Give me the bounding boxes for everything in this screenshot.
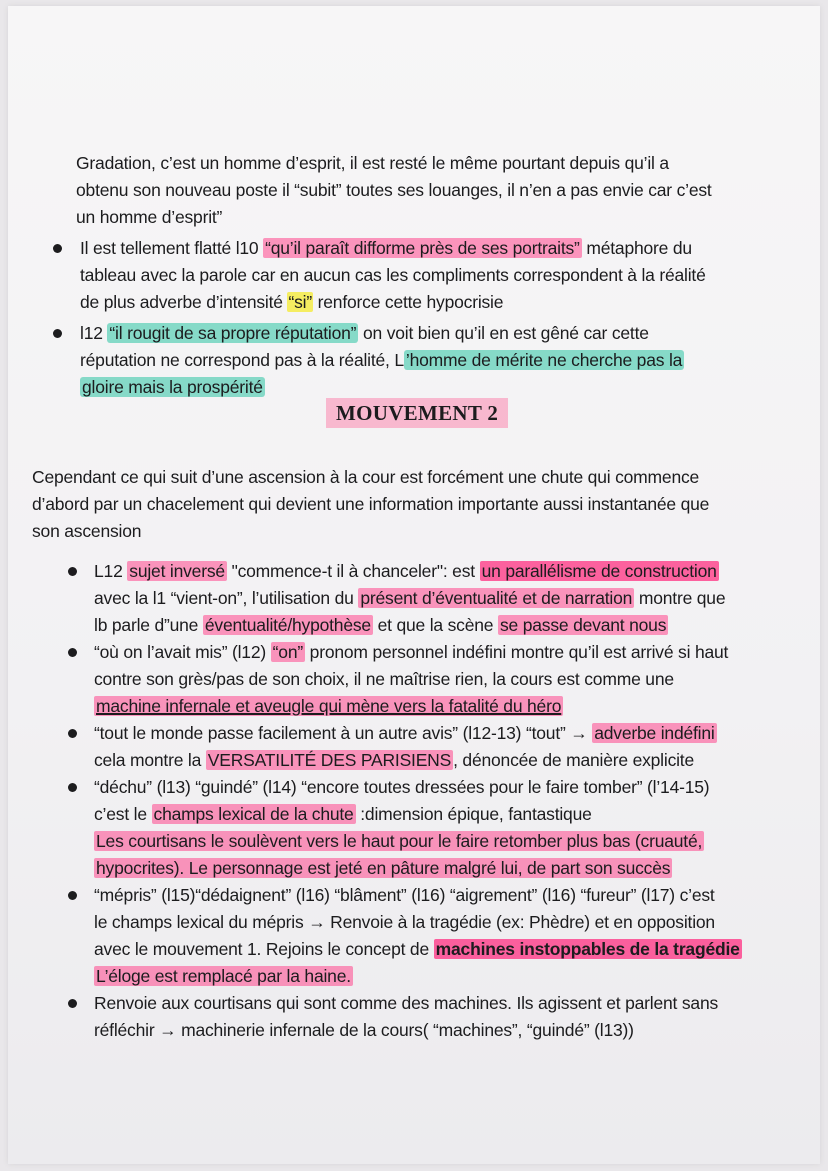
intro-line-1 bbox=[76, 150, 669, 176]
text: tableau avec la parole car en aucun cas les compliments correspondent à la réalité bbox=[80, 265, 706, 285]
text: Cependant ce qui suit d’une ascension à la cour est forcément une chute qui commence bbox=[32, 467, 700, 487]
bullet-6-line-4 bbox=[94, 855, 672, 881]
text: cela montre la bbox=[94, 750, 206, 770]
text: on voit bien qu’il en est gêné car cette bbox=[358, 323, 649, 343]
bullet-4-line-1 bbox=[94, 639, 728, 665]
highlighted-phrase: sujet inversé bbox=[129, 561, 225, 581]
bullet-2-line-3 bbox=[80, 374, 265, 400]
bullet-6-line-1 bbox=[94, 774, 709, 800]
text: c’est le bbox=[94, 804, 152, 824]
text: obtenu son nouveau poste il “subit” toutes ses louanges, il n’en a pas envie car c’est bbox=[76, 180, 712, 200]
highlighted-phrase: se passe devant nous bbox=[500, 615, 667, 635]
highlighted-phrase: adverbe indéfini bbox=[594, 723, 715, 743]
text: Gradation, c’est un homme d’esprit, il est resté le même pourtant depuis qu’il a bbox=[76, 153, 669, 173]
bullet-5-line-1 bbox=[94, 720, 717, 746]
bullet-dot bbox=[68, 648, 77, 657]
bullet-2-line-2 bbox=[80, 347, 684, 373]
text: avec le mouvement 1. Rejoins le concept de bbox=[94, 939, 434, 959]
highlighted-phrase: présent d’éventualité et de narration bbox=[360, 588, 633, 608]
bullet-8-line-1 bbox=[94, 990, 718, 1016]
page-content bbox=[8, 6, 820, 1164]
bullet-1-line-1 bbox=[80, 235, 692, 261]
paragraph-line-2 bbox=[32, 491, 709, 517]
text: "commence-t il à chanceler": est bbox=[226, 561, 480, 581]
text: montre que bbox=[634, 588, 726, 608]
bullet-1-line-3 bbox=[80, 289, 503, 315]
bullet-dot bbox=[68, 567, 77, 576]
highlighted-phrase: machines instoppables de la tragédie bbox=[435, 939, 740, 959]
highlighted-phrase: machine infernale et aveugle qui mène vers la fatalité du héro bbox=[96, 696, 562, 716]
text: et que la scène bbox=[372, 615, 498, 635]
highlighted-phrase: gloire mais la prospérité bbox=[82, 377, 263, 397]
bullet-1-line-2 bbox=[80, 262, 706, 288]
text: Renvoie aux courtisans qui sont comme des machines. Ils agissent et parlent sans bbox=[94, 993, 719, 1013]
text: un homme d’esprit” bbox=[76, 207, 223, 227]
highlighted-phrase: un parallélisme de construction bbox=[481, 561, 717, 581]
paragraph-line-1 bbox=[32, 464, 699, 490]
text: avec la l1 “vient-on”, l’utilisation du bbox=[94, 588, 359, 608]
bullet-6-line-3 bbox=[94, 828, 704, 854]
text: pronom personnel indéfini montre qu’il est arrivé si haut bbox=[305, 642, 729, 662]
text: “où on l’avait mis” (l12) bbox=[94, 642, 271, 662]
bullet-6-line-2 bbox=[94, 801, 592, 827]
bullet-3-line-2 bbox=[94, 585, 725, 611]
paragraph-line-3 bbox=[32, 518, 141, 544]
bullet-dot bbox=[53, 244, 62, 253]
intro-line-2 bbox=[76, 177, 712, 203]
text: d’abord par un chacelement qui devient une information importante aussi instantanée que bbox=[32, 494, 710, 514]
bullet-7-line-4 bbox=[94, 963, 353, 989]
bullet-dot bbox=[68, 891, 77, 900]
bullet-7-line-3 bbox=[94, 936, 742, 962]
bullet-4-line-3 bbox=[94, 693, 563, 719]
highlighted-word: “on” bbox=[272, 642, 303, 662]
highlighted-phrase: L’éloge est remplacé par la haine. bbox=[96, 966, 351, 986]
text: , dénoncée de manière explicite bbox=[453, 750, 694, 770]
text: “mépris” (l15)“dédaignent” (l16) “blâment” (l16) “aigrement” (l16) “fureur” (l17) c’est bbox=[94, 885, 715, 905]
highlighted-quote: “qu’il paraît difforme près de ses portraits” bbox=[265, 238, 580, 258]
text: :dimension épique, fantastique bbox=[355, 804, 592, 824]
bullet-5-line-2 bbox=[94, 747, 694, 773]
highlighted-phrase: Les courtisans le soulèvent vers le haut pour le faire retomber plus bas (cruauté, bbox=[96, 831, 703, 851]
text: L12 bbox=[94, 561, 128, 581]
text: lb parle d”une bbox=[94, 615, 203, 635]
highlighted-phrase: éventualité/hypothèse bbox=[204, 615, 371, 635]
text: Il est tellement flatté l10 bbox=[80, 238, 264, 258]
bullet-dot bbox=[68, 783, 77, 792]
bullet-2-line-1 bbox=[80, 320, 649, 346]
intro-line-3 bbox=[76, 204, 222, 230]
text: l12 bbox=[80, 323, 108, 343]
text: réfléchir → machinerie infernale de la cours( “machines”, “guindé” (l13)) bbox=[94, 1020, 634, 1040]
bullet-dot bbox=[68, 999, 77, 1008]
bullet-4-line-2 bbox=[94, 666, 674, 692]
bullet-8-line-2 bbox=[94, 1017, 634, 1043]
bullet-7-line-2 bbox=[94, 909, 715, 935]
bullet-7-line-1 bbox=[94, 882, 715, 908]
text: réputation ne correspond pas à la réalité, L bbox=[80, 350, 404, 370]
text: renforce cette hypocrisie bbox=[312, 292, 504, 312]
highlighted-phrase: hypocrites). Le personnage est jeté en pâture malgré lui, de part son succès bbox=[96, 858, 671, 878]
text: son ascension bbox=[32, 521, 142, 541]
highlighted-phrase: ’homme de mérite ne cherche pas la bbox=[405, 350, 683, 370]
bullet-dot bbox=[68, 729, 77, 738]
highlighted-phrase: VERSATILITÉ DES PARISIENS bbox=[207, 750, 452, 770]
highlighted-phrase: champs lexical de la chute bbox=[153, 804, 354, 824]
text: le champs lexical du mépris → Renvoie à la tragédie (ex: Phèdre) et en opposition bbox=[94, 912, 715, 932]
text: métaphore du bbox=[581, 238, 692, 258]
bullet-3-line-1 bbox=[94, 558, 719, 584]
text: “tout le monde passe facilement à un autre avis” (l12-13) “tout” → bbox=[94, 723, 593, 743]
notebook-page bbox=[8, 6, 820, 1164]
highlighted-word: “si” bbox=[288, 292, 312, 312]
bullet-dot bbox=[53, 329, 62, 338]
text: contre son grès/pas de son choix, il ne maîtrise rien, la cours est comme une bbox=[94, 669, 674, 689]
highlighted-quote: “il rougit de sa propre réputation” bbox=[109, 323, 357, 343]
section-title: MOUVEMENT 2 bbox=[326, 398, 508, 428]
text: “déchu” (l13) “guindé” (l14) “encore toutes dressées pour le faire tomber” (l’14-15) bbox=[94, 777, 710, 797]
bullet-3-line-3 bbox=[94, 612, 668, 638]
text: de plus adverbe d’intensité bbox=[80, 292, 288, 312]
